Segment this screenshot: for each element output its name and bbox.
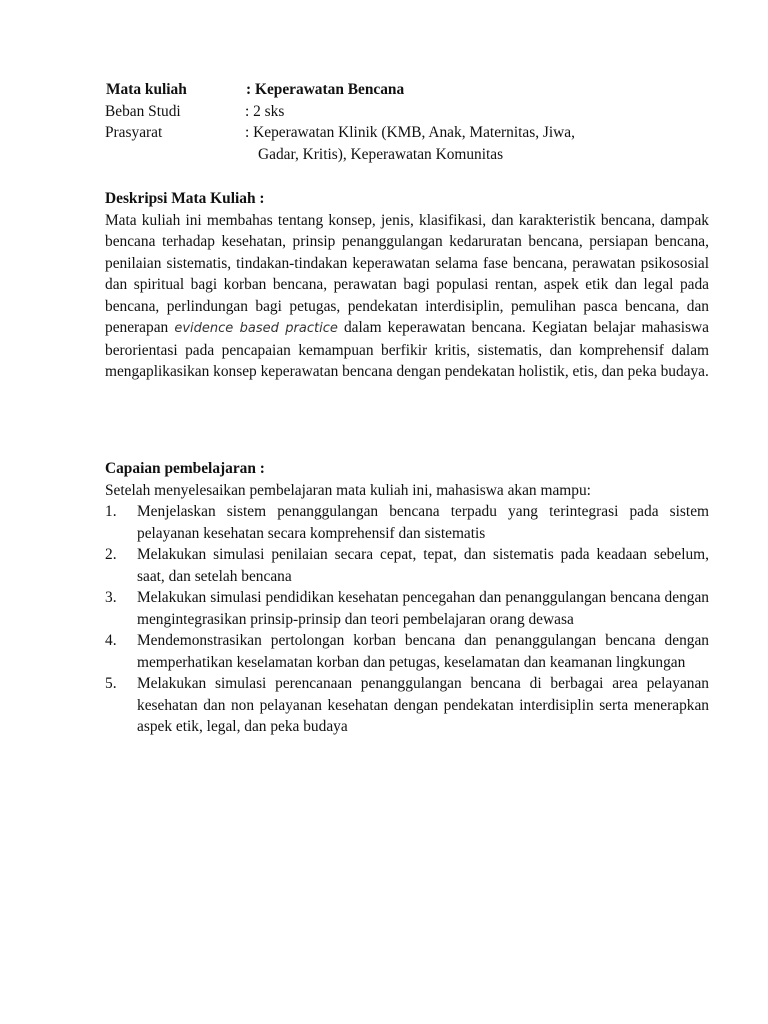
list-item-text: Melakukan simulasi penilaian secara cepat, tepat, dan sistematis pada keadaan sebelum, saat, dan setelah bencana — [137, 546, 709, 585]
outcomes-section — [105, 458, 709, 738]
prerequisite-value: : Keperawatan Klinik (KMB, Anak, Maternitas, Jiwa, — [245, 124, 575, 141]
list-item-number: 3. — [105, 589, 117, 606]
description-heading: Deskripsi Mata Kuliah : — [105, 190, 265, 207]
list-item-number: 2. — [105, 546, 117, 563]
list-item-number: 5. — [105, 675, 117, 692]
prerequisite-continuation: Gadar, Kritis), Keperawatan Komunitas — [258, 145, 504, 163]
description-section — [105, 188, 709, 383]
description-text-end: dalam keperawatan bencana. Kegiatan belajar mahasiswa berorientasi pada pencapaian kemampuan berfikir kritis, sistematis, dan komprehensif dalam mengaplikasikan konsep keperawatan bencana dengan pendekatan holistik, etis, dan peka budaya. — [105, 319, 709, 380]
credits-row — [105, 101, 715, 123]
outcomes-heading: Capaian pembelajaran : — [105, 460, 265, 477]
list-item-text: Mendemonstrasikan pertolongan korban bencana dan penanggulangan bencana dengan memperhatikan keselamatan korban dan petugas, keselamatan dan keamanan lingkungan — [137, 632, 709, 671]
course-value: : Keperawatan Bencana — [246, 81, 405, 98]
list-item-number: 4. — [105, 632, 117, 649]
course-row — [105, 79, 715, 101]
credits-label: Beban Studi — [105, 102, 181, 120]
prerequisite-row — [105, 122, 715, 144]
list-item-text: Melakukan simulasi perencanaan penanggulangan bencana di berbagai area pelayanan kesehatan dan non pelayanan kesehatan dengan pendekatan interdisiplin serta menerapkan aspek etik, legal, dan peka budaya — [137, 675, 709, 735]
course-info — [105, 79, 715, 165]
list-item — [105, 544, 709, 587]
description-text-start: Mata kuliah ini membahas tentang konsep, jenis, klasifikasi, dan karakteristik bencana, dampak bencana terhadap kesehatan, prinsip penanggulangan kedaruratan bencana, persiapan bencana, penilaian sistematis, tindakan-tindakan keperawatan selama fase bencana, perawatan psikososial dan spiritual bagi korban bencana, perawatan bagi populasi rentan, aspek etik dan legal pada bencana, perlindungan bagi petugas, pendekatan interdisiplin, pemulihan pasca bencana, dan penerapan — [105, 211, 709, 336]
course-label: Mata kuliah — [106, 81, 187, 98]
credits-value: : 2 sks — [245, 102, 285, 120]
prerequisite-continuation-row — [105, 144, 715, 166]
outcomes-list — [105, 501, 709, 738]
list-item — [105, 587, 709, 630]
outcomes-intro: Setelah menyelesaikan pembelajaran mata kuliah ini, mahasiswa akan mampu: — [105, 481, 591, 499]
list-item — [105, 673, 709, 738]
description-emphasis: evidence based practice — [174, 321, 338, 336]
list-item — [105, 630, 709, 673]
description-paragraph — [105, 210, 709, 383]
list-item-number: 1. — [105, 503, 117, 520]
list-item-text: Melakukan simulasi pendidikan kesehatan pencegahan dan penanggulangan bencana dengan mengintegrasikan prinsip-prinsip dan teori pembelajaran orang dewasa — [137, 589, 709, 628]
list-item-text: Menjelaskan sistem penanggulangan bencana terpadu yang terintegrasi pada sistem pelayanan kesehatan secara komprehensif dan sistematis — [137, 503, 709, 542]
prerequisite-label: Prasyarat — [105, 124, 163, 141]
list-item — [105, 501, 709, 544]
